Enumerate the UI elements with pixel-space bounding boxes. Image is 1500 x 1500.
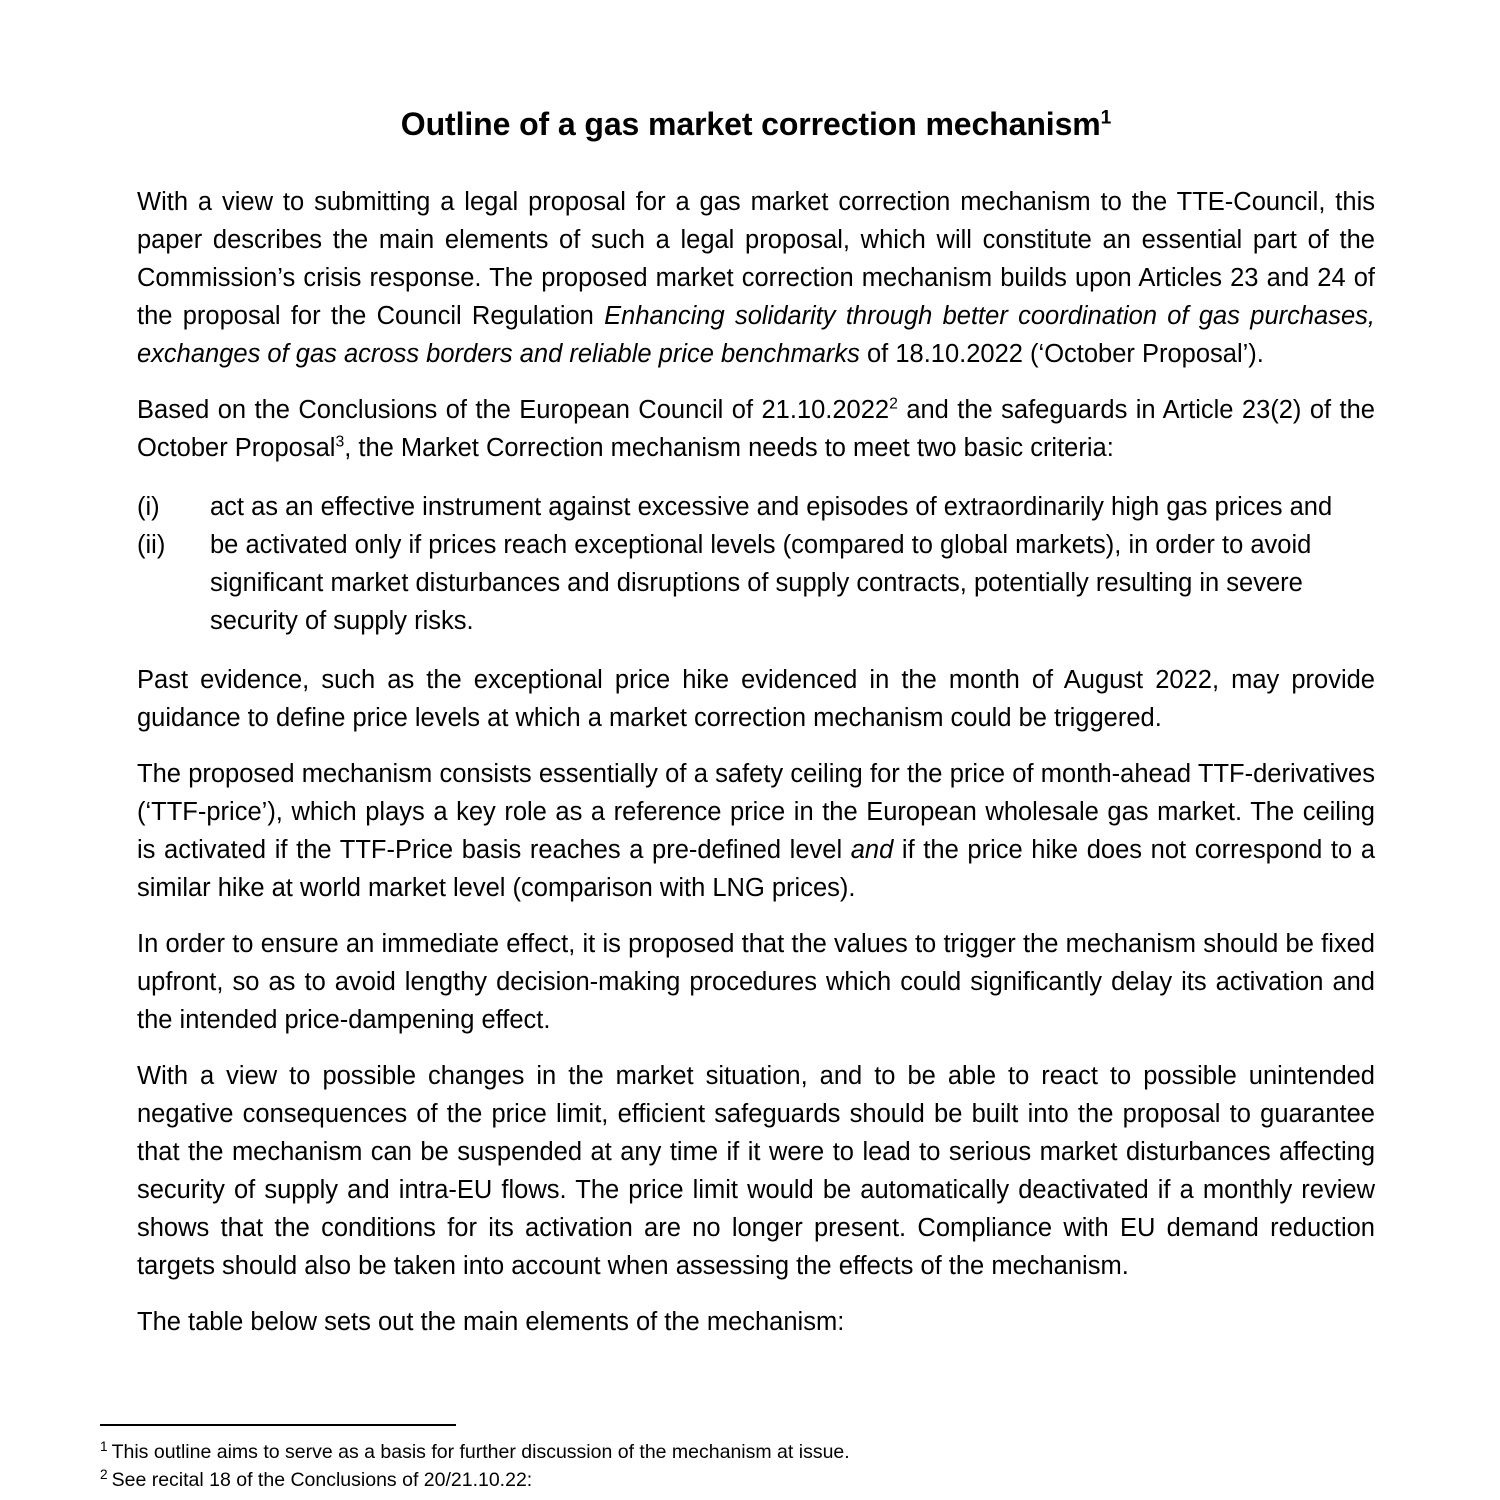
paragraph-criteria-part-c: , the Market Correction mechanism needs to meet two basic criteria:	[344, 434, 1114, 462]
list-item-label: act as an effective instrument against excessive and episodes of extraordinarily high gas prices and	[210, 493, 1333, 521]
paragraph-intro	[137, 183, 1375, 373]
footnote-text: This outline aims to serve as a basis for further discussion of the mechanism at issue.	[111, 1441, 850, 1463]
footnote-text: See recital 18 of the Conclusions of 20/21.10.22:	[111, 1469, 533, 1491]
paragraph-mechanism-part-a: The proposed mechanism consists essentially of a safety ceiling for the price of month-ahead TTF-derivatives (‘TTF-price’), which plays a key role as a reference price in the European wholesale gas market. The ceiling is activated if the TTF-Price basis reaches a pre-defined level	[137, 760, 1375, 864]
footnote-2	[100, 1466, 1400, 1494]
regulation-title-italic: Enhancing solidarity through better coordination of gas purchases, exchanges of gas across borders and reliable price benchmarks	[137, 302, 1375, 368]
page-title	[137, 0, 1375, 144]
paragraph-table-intro: The table below sets out the main elements of the mechanism:	[137, 1308, 845, 1336]
footnote-ref-3: 3	[335, 433, 345, 451]
paragraph-criteria-lead	[137, 391, 1375, 467]
paragraph-mechanism-part-b: if the price hike does not correspond to a similar hike at world market level (comparison with LNG prices).	[137, 836, 1376, 902]
paragraph-safeguards: With a view to possible changes in the market situation, and to be able to react to possible unintended negative consequences of the price limit, efficient safeguards should be built into the proposal to guarantee that the mechanism can be suspended at any time if it were to lead to serious market disturbances affecting security of supply and intra-EU flows. The price limit would be automatically deactivated if a monthly review shows that the conditions for its activation are no longer present. Compliance with EU demand reduction targets should also be taken into account when assessing the effects of the mechanism.	[137, 1062, 1375, 1280]
footnote-ref-2: 2	[889, 395, 898, 413]
list-item-marker: (ii)	[137, 531, 166, 559]
footnote-1	[100, 1438, 1400, 1466]
footnote-marker: 1	[100, 1438, 108, 1454]
footnote-marker: 2	[100, 1466, 108, 1482]
paragraph-mechanism	[137, 755, 1375, 907]
list-item-label: be activated only if prices reach exceptional levels (compared to global markets), in order to avoid significant market disturbances and disruptions of supply contracts, potentially resulting in severe security of supply risks.	[210, 531, 1312, 635]
list-item	[137, 526, 1375, 640]
list-item	[137, 488, 1375, 526]
paragraph-intro-part-b: of 18.10.2022 (‘October Proposal’).	[859, 340, 1264, 368]
paragraph-intro-part-a: With a view to submitting a legal proposal for a gas market correction mechanism to the TTE-Council, this paper describes the main elements of such a legal proposal, which will constitute an essential part of the Commission’s crisis response. The proposed market correction mechanism builds upon Articles 23 and 24 of the proposal for the Council Regulation	[137, 188, 1375, 330]
criteria-list	[137, 488, 1375, 640]
emphasis-and: and	[850, 836, 894, 864]
paragraph-criteria-part-b: and the safeguards in Article 23(2) of the October Proposal	[137, 396, 1375, 462]
footnote-section	[100, 1424, 1400, 1494]
title-footnote-marker: 1	[1100, 107, 1112, 129]
document-body	[137, 0, 1375, 1341]
paragraph-criteria-part-a: Based on the Conclusions of the European Council of 21.10.2022	[137, 396, 890, 424]
paragraph-immediate-effect: In order to ensure an immediate effect, it is proposed that the values to trigger the mechanism should be fixed upfront, so as to avoid lengthy decision-making procedures which could significantly delay its activation and the intended price-dampening effect.	[137, 930, 1375, 1034]
list-item-marker: (i)	[137, 493, 160, 521]
footnote-separator	[100, 1424, 456, 1426]
page-title-text: Outline of a gas market correction mechanism	[400, 106, 1101, 142]
paragraph-past-evidence: Past evidence, such as the exceptional price hike evidenced in the month of August 2022, may provide guidance to define price levels at which a market correction mechanism could be triggered.	[137, 666, 1375, 732]
